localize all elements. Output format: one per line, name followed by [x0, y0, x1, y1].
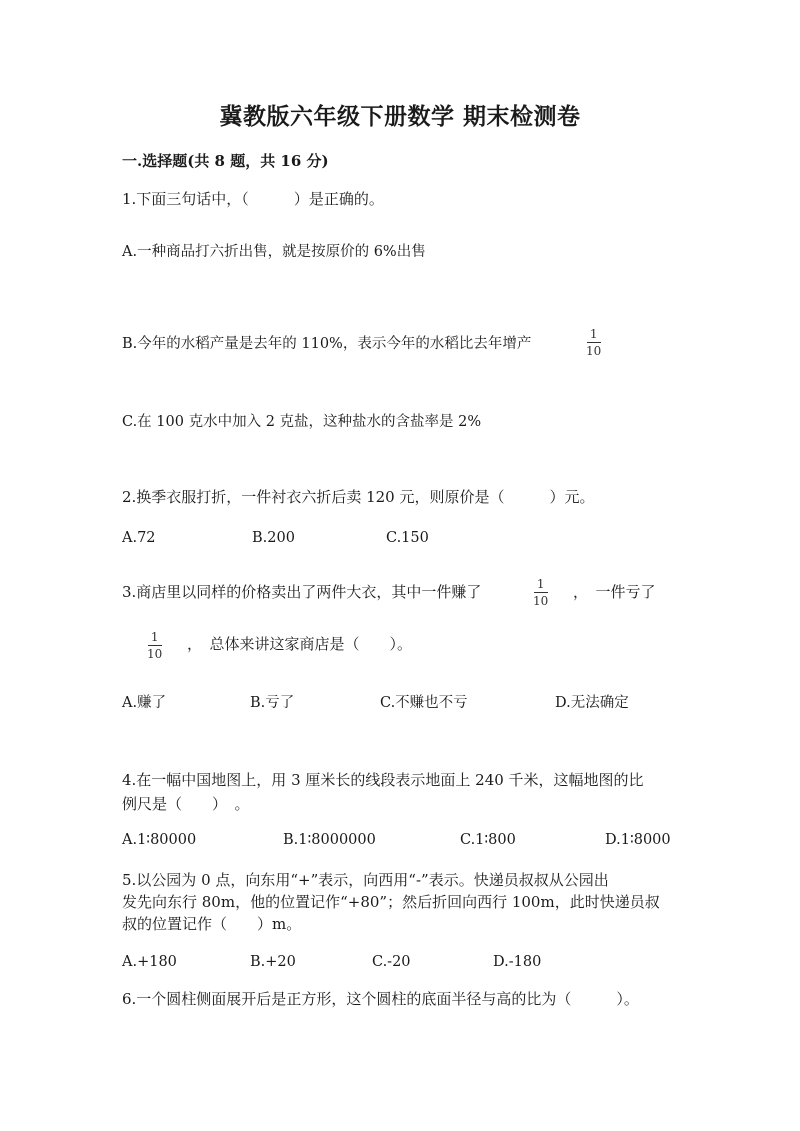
question-stem-line-1: 5.以公园为 0 点，向东用“+”表示，向西用“-”表示。快递员叔叔从公园出	[122, 871, 609, 889]
fraction	[586, 328, 601, 357]
question-stem: 3.商店里以同样的价格卖出了两件大衣，其中一件赚了	[122, 583, 482, 601]
fraction-numerator: 1	[589, 327, 598, 341]
option-a: A.+180	[122, 954, 177, 970]
page-title: 冀教版六年级下册数学 期末检测卷	[219, 103, 581, 130]
option-a: A.1∶80000	[122, 832, 197, 848]
fraction-bar	[148, 645, 162, 646]
option-a: A.72	[122, 530, 156, 546]
option-c: C.-20	[372, 954, 411, 970]
fraction-denominator: 10	[147, 647, 163, 661]
fraction	[533, 578, 548, 607]
option-b: B.今年的水稻产量是去年的 110%，表示今年的水稻比去年增产	[122, 336, 532, 352]
option-c: C.不赚也不亏	[380, 695, 468, 711]
question-stem: 6.一个圆柱侧面展开后是正方形，这个圆柱的底面半径与高的比为（ ）。	[122, 990, 639, 1008]
fraction	[147, 631, 162, 660]
option-c: C.1∶800	[460, 832, 516, 848]
option-b: B.1∶8000000	[283, 832, 376, 848]
section-heading: 一.选择题(共 8 题，共 16 分)	[122, 152, 329, 170]
option-c: C.在 100 克水中加入 2 克盐，这种盐水的含盐率是 2%	[122, 414, 482, 430]
question-stem: 1.下面三句话中，（ ）是正确的。	[122, 190, 384, 208]
fraction-denominator: 10	[533, 594, 549, 608]
option-d: D.1∶8000	[605, 832, 671, 848]
option-b: B.+20	[250, 954, 296, 970]
fraction-numerator: 1	[150, 630, 159, 644]
option-b: B.200	[252, 530, 295, 546]
option-c: C.150	[386, 530, 429, 546]
option-d: D.-180	[493, 954, 542, 970]
question-stem-line-2: 发先向东行 80m，他的位置记作“+80”；然后折回向西行 100m，此时快递员叔	[122, 893, 660, 911]
question-stem: 2.换季衣服打折，一件衬衣六折后卖 120 元，则原价是（ ）元。	[122, 488, 595, 506]
option-a: A.一种商品打六折出售，就是按原价的 6%出售	[122, 244, 426, 260]
question-stem-continued: ， 总体来讲这家商店是（ ）。	[187, 635, 413, 653]
fraction-bar	[534, 592, 548, 593]
question-stem-line-1: 4.在一幅中国地图上，用 3 厘米长的线段表示地面上 240 千米，这幅地图的比	[122, 771, 644, 789]
question-stem-line-2: 例尺是（ ） 。	[122, 795, 250, 813]
fraction-bar	[587, 342, 601, 343]
option-a: A.赚了	[122, 695, 167, 711]
question-stem-line-3: 叔的位置记作（ ）m。	[122, 915, 302, 933]
fraction-numerator: 1	[536, 577, 545, 591]
question-stem-continued: ， 一件亏了	[573, 583, 656, 601]
option-d: D.无法确定	[555, 695, 629, 711]
option-b: B.亏了	[250, 695, 295, 711]
fraction-denominator: 10	[586, 344, 602, 358]
